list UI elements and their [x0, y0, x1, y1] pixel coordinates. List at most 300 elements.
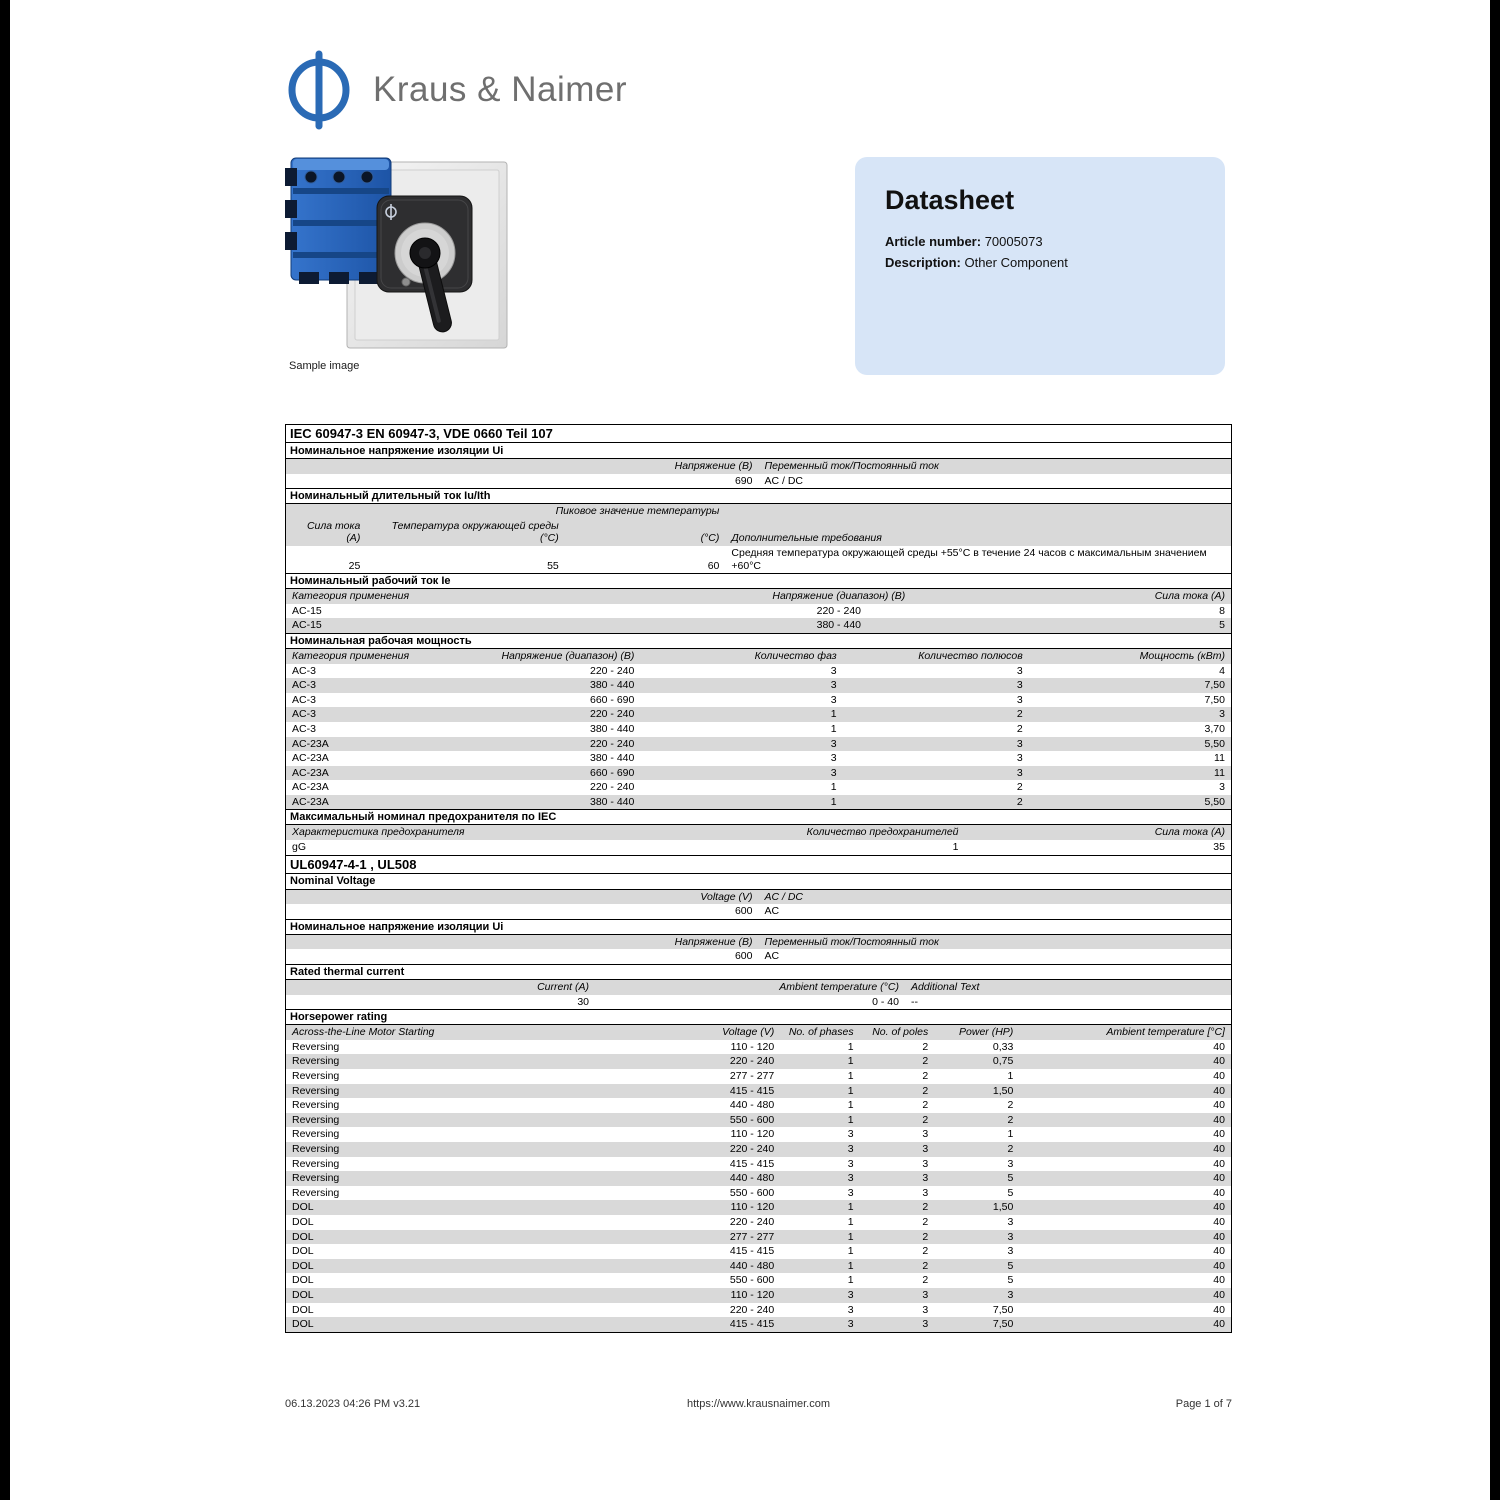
table-cell: 2 — [922, 1230, 929, 1243]
table-cell: 3 — [1016, 752, 1023, 765]
table-cell: Количество фаз — [754, 649, 837, 662]
table-cell: 380 - 440 — [589, 752, 635, 765]
table-row-data — [286, 1113, 1231, 1128]
article-number-row — [885, 232, 1195, 253]
table-cell: 3 — [830, 664, 837, 677]
table-row-header — [286, 1025, 1231, 1040]
table-cell: 220 - 240 — [729, 1142, 775, 1155]
table-cell: 220 - 240 — [589, 708, 635, 721]
table-cell: Reversing — [292, 1142, 340, 1155]
table-cell: Дополнительные требования — [731, 532, 882, 545]
table-cell: Сила тока (А) — [1154, 826, 1225, 839]
datasheet-card — [855, 157, 1225, 375]
brand-header — [283, 50, 627, 130]
table-cell: 110 - 120 — [730, 1040, 775, 1053]
table-cell: Температура окружающей среды (°C) — [391, 519, 559, 545]
table-cell: 3 — [922, 1157, 929, 1170]
table-cell: AC-3 — [292, 679, 316, 692]
table-row-section: Номинальный рабочий ток Ie — [286, 573, 1231, 589]
table-cell: 1 — [847, 1259, 854, 1272]
table-cell: AC-15 — [292, 604, 322, 617]
table-cell: DOL — [292, 1201, 314, 1214]
table-cell: 5 — [1007, 1186, 1014, 1199]
table-cell: 1 — [830, 781, 837, 794]
table-cell: 2 — [1007, 1113, 1014, 1126]
table-cell: DOL — [292, 1318, 314, 1331]
table-row-data — [286, 795, 1231, 810]
table-row-data — [286, 1215, 1231, 1230]
table-cell: Current (A) — [537, 981, 589, 994]
table-cell: 3 — [922, 1288, 929, 1301]
table-cell: 1 — [830, 795, 837, 808]
table-row-title: IEC 60947-3 EN 60947-3, VDE 0660 Teil 107 — [286, 425, 1231, 443]
table-cell: 40 — [1213, 1201, 1225, 1214]
table-row-data — [286, 1084, 1231, 1099]
table-row-header — [286, 504, 1231, 519]
table-cell: 3 — [922, 1142, 929, 1155]
table-cell: 7,50 — [1204, 679, 1225, 692]
footer-page-number: Page 1 of 7 — [1175, 1398, 1233, 1410]
table-cell: 220 - 240 — [729, 1055, 775, 1068]
table-cell: 220 - 240 — [589, 664, 635, 677]
table-row-data — [286, 737, 1231, 752]
table-cell: 3 — [922, 1128, 929, 1141]
table-row-data — [286, 1317, 1231, 1332]
table-row-section: Номинальный длительный ток Iu/Ith — [286, 488, 1231, 504]
table-cell: 3 — [1016, 737, 1023, 750]
table-row-section: Номинальное напряжение изоляции Ui — [286, 443, 1231, 459]
table-row-header — [286, 459, 1231, 474]
table-cell: DOL — [292, 1274, 314, 1287]
table-cell: DOL — [292, 1303, 314, 1316]
table-row-data — [286, 604, 1231, 619]
table-cell: 40 — [1213, 1186, 1225, 1199]
table-cell: 3 — [1016, 679, 1023, 692]
table-cell: Reversing — [292, 1055, 340, 1068]
table-cell: DOL — [292, 1215, 314, 1228]
table-row-data — [286, 1098, 1231, 1113]
table-cell: 40 — [1213, 1245, 1225, 1258]
table-cell: 1 — [830, 708, 837, 721]
table-cell: Ambient temperature [°C] — [1106, 1026, 1225, 1039]
table-cell: 30 — [577, 995, 589, 1008]
table-cell: 3 — [830, 693, 837, 706]
table-cell: 2 — [1016, 722, 1023, 735]
table-row-header — [286, 519, 1231, 546]
table-cell: Reversing — [292, 1113, 340, 1126]
table-cell: 415 - 415 — [729, 1245, 775, 1258]
table-row-section: Номинальная рабочая мощность — [286, 633, 1231, 649]
table-cell: 2 — [1007, 1099, 1014, 1112]
table-row-data — [286, 840, 1231, 855]
table-row-data — [286, 546, 1231, 573]
table-cell: Additional Text — [910, 981, 980, 994]
table-cell: 3 — [1007, 1288, 1014, 1301]
table-cell: 25 — [348, 559, 361, 572]
table-cell: 1 — [847, 1084, 854, 1097]
table-cell: 40 — [1213, 1113, 1225, 1126]
table-cell: 2 — [922, 1055, 929, 1068]
table-cell: 3 — [847, 1157, 854, 1170]
table-cell: AC — [764, 905, 780, 918]
table-cell: Reversing — [292, 1070, 340, 1082]
table-cell: 220 - 240 — [729, 1215, 775, 1228]
table-cell: 1 — [847, 1201, 854, 1214]
table-cell: 3 — [1007, 1230, 1014, 1243]
table-row-data — [286, 780, 1231, 795]
table-cell: 0,75 — [992, 1055, 1014, 1068]
table-cell: 1 — [847, 1040, 854, 1053]
table-cell: Категория применения — [292, 649, 410, 662]
table-cell: 11 — [1214, 752, 1225, 765]
table-cell: 2 — [922, 1099, 929, 1112]
table-row-data — [286, 1303, 1231, 1318]
table-cell: 7,50 — [992, 1318, 1014, 1331]
table-cell: 5 — [1007, 1172, 1014, 1185]
table-cell: 110 - 120 — [730, 1201, 775, 1214]
table-row-data — [286, 751, 1231, 766]
table-cell: 2 — [922, 1113, 929, 1126]
table-cell: 1 — [830, 722, 837, 735]
table-cell: 1,50 — [992, 1084, 1014, 1097]
table-cell: DOL — [292, 1288, 314, 1301]
table-cell: 440 - 480 — [729, 1099, 775, 1112]
table-cell: Напряжение (В) — [674, 935, 753, 948]
table-cell: Мощность (кВт) — [1139, 649, 1225, 662]
table-cell: 40 — [1213, 1142, 1225, 1155]
table-cell: Across-the-Line Motor Starting — [292, 1026, 435, 1039]
table-cell: AC-3 — [292, 664, 316, 677]
table-cell: 1 — [1007, 1070, 1014, 1082]
table-row-data — [286, 722, 1231, 737]
table-cell: 3 — [1016, 664, 1023, 677]
phi-logo-icon — [283, 50, 355, 130]
table-cell: Переменный ток/Постоянный ток — [764, 935, 939, 948]
table-cell: Количество полюсов — [918, 649, 1023, 662]
table-cell: 440 - 480 — [729, 1259, 775, 1272]
table-cell: 1 — [847, 1070, 854, 1082]
table-cell: 1 — [847, 1113, 854, 1126]
table-row-data — [286, 1040, 1231, 1055]
table-cell: 415 - 415 — [729, 1318, 775, 1331]
table-cell: 1 — [1007, 1128, 1014, 1141]
table-cell: 2 — [1016, 708, 1023, 721]
table-cell: 11 — [1214, 766, 1225, 779]
table-row-section: Номинальное напряжение изоляции Ui — [286, 919, 1231, 935]
table-cell: AC-3 — [292, 708, 316, 721]
table-row-data — [286, 766, 1231, 781]
table-cell: 40 — [1213, 1157, 1225, 1170]
table-cell: 2 — [922, 1040, 929, 1053]
table-cell: 40 — [1213, 1230, 1225, 1243]
table-cell: 2 — [922, 1084, 929, 1097]
table-cell: 5,50 — [1204, 795, 1225, 808]
table-cell: 1 — [847, 1230, 854, 1243]
table-cell: 3 — [847, 1288, 854, 1301]
table-cell: (°C) — [700, 532, 720, 545]
table-cell: 1,50 — [992, 1201, 1014, 1214]
table-cell: 220 - 240 — [589, 781, 635, 794]
table-cell: 415 - 415 — [729, 1084, 775, 1097]
table-cell: 1 — [847, 1215, 854, 1228]
table-cell: 380 - 440 — [589, 722, 635, 735]
table-cell: AC-23A — [292, 766, 329, 779]
table-cell: AC-23A — [292, 737, 329, 750]
table-cell: 40 — [1213, 1128, 1225, 1141]
table-row-header — [286, 890, 1231, 905]
table-cell: 3 — [830, 766, 837, 779]
page-footer — [285, 1398, 1232, 1410]
table-row-section: Максимальный номинал предохранителя по IEC — [286, 809, 1231, 825]
footer-url: https://www.krausnaimer.com — [686, 1398, 831, 1410]
table-row-header — [286, 589, 1231, 604]
table-cell: 40 — [1213, 1070, 1225, 1082]
table-cell: 2 — [922, 1070, 929, 1082]
table-cell: DOL — [292, 1245, 314, 1258]
table-row-header — [286, 825, 1231, 840]
table-cell: 3 — [847, 1142, 854, 1155]
table-cell: 2 — [1016, 795, 1023, 808]
table-cell: 110 - 120 — [730, 1288, 775, 1301]
table-cell: Reversing — [292, 1186, 340, 1199]
table-cell: 0,33 — [992, 1040, 1014, 1053]
table-cell: 4 — [1219, 664, 1225, 677]
table-cell: 3 — [1016, 693, 1023, 706]
table-row-data — [286, 678, 1231, 693]
table-cell: AC / DC — [764, 890, 804, 903]
table-row-data — [286, 707, 1231, 722]
table-row-section: Rated thermal current — [286, 964, 1231, 980]
table-cell: 3 — [922, 1318, 929, 1331]
table-cell: 40 — [1213, 1303, 1225, 1316]
product-image — [285, 152, 510, 357]
table-cell: Reversing — [292, 1128, 340, 1141]
table-cell: 3 — [830, 752, 837, 765]
switch-body — [285, 158, 391, 284]
table-cell: Reversing — [292, 1084, 340, 1097]
table-row-data — [286, 1054, 1231, 1069]
table-cell: 550 - 600 — [729, 1113, 775, 1126]
table-cell: 3 — [922, 1186, 929, 1199]
table-cell: gG — [292, 841, 307, 854]
table-cell: 1 — [847, 1245, 854, 1258]
spec-table — [285, 424, 1232, 1333]
table-cell: 40 — [1213, 1288, 1225, 1301]
page-left-border — [0, 0, 10, 1500]
table-row-data — [286, 1186, 1231, 1201]
table-row-data — [286, 1171, 1231, 1186]
table-cell: AC-23A — [292, 752, 329, 765]
table-row-data — [286, 1288, 1231, 1303]
footer-timestamp: 06.13.2023 04:26 PM v3.21 — [285, 1398, 421, 1410]
table-row-data — [286, 1142, 1231, 1157]
table-cell: Характеристика предохранителя — [292, 826, 465, 839]
table-cell: 3 — [922, 1172, 929, 1185]
table-cell: 3 — [847, 1172, 854, 1185]
table-cell: Напряжение (диапазон) (В) — [772, 590, 906, 603]
table-cell: 690 — [734, 474, 753, 487]
table-row-section: Nominal Voltage — [286, 874, 1231, 890]
table-cell: 40 — [1213, 1055, 1225, 1068]
table-row-data — [286, 1273, 1231, 1288]
table-cell: 3 — [1219, 708, 1225, 721]
table-row-data — [286, 1230, 1231, 1245]
table-cell: 440 - 480 — [729, 1172, 775, 1185]
table-cell: 2 — [1007, 1142, 1014, 1155]
table-cell: 35 — [1213, 841, 1225, 854]
table-cell: 2 — [922, 1245, 929, 1258]
table-cell: 3 — [1016, 766, 1023, 779]
table-cell: Voltage (V) — [700, 890, 753, 903]
table-cell: 40 — [1213, 1318, 1225, 1331]
table-cell: Power (HP) — [959, 1026, 1014, 1039]
table-cell: 220 - 240 — [729, 1303, 775, 1316]
table-row-data — [286, 618, 1231, 633]
table-cell: 3 — [847, 1303, 854, 1316]
table-cell: No. of phases — [788, 1026, 854, 1039]
table-cell: 220 - 240 — [816, 604, 861, 617]
table-cell: 220 - 240 — [589, 737, 635, 750]
table-cell: Переменный ток/Постоянный ток — [764, 460, 939, 472]
table-cell: Reversing — [292, 1099, 340, 1112]
table-cell: 660 - 690 — [589, 693, 635, 706]
table-row-data — [286, 664, 1231, 679]
table-cell: 40 — [1213, 1040, 1225, 1053]
description-value: Other Component — [964, 254, 1068, 270]
table-cell: 40 — [1213, 1084, 1225, 1097]
table-cell: 1 — [847, 1274, 854, 1287]
table-cell: 2 — [922, 1274, 929, 1287]
table-row-header — [286, 935, 1231, 950]
table-cell: 3 — [922, 1303, 929, 1316]
table-cell: 0 - 40 — [872, 995, 899, 1008]
table-cell: Средняя температура окружающей среды +55°C в течение 24 часов с максимальным значением +60°C — [731, 546, 1207, 572]
table-row-header — [286, 649, 1231, 664]
table-cell: 660 - 690 — [589, 766, 635, 779]
table-cell: Сила тока (А) — [1154, 590, 1225, 603]
table-cell: 7,50 — [1204, 693, 1225, 706]
table-cell: -- — [910, 995, 918, 1008]
table-cell: 110 - 120 — [730, 1128, 775, 1141]
table-cell: AC / DC — [764, 474, 804, 487]
page-right-border — [1490, 0, 1500, 1500]
table-cell: Voltage (V) — [722, 1026, 775, 1039]
table-row-section: Horsepower rating — [286, 1009, 1231, 1025]
table-cell: 3 — [847, 1186, 854, 1199]
table-cell: Категория применения — [292, 590, 410, 603]
table-cell: 2 — [922, 1259, 929, 1272]
table-cell: 600 — [734, 950, 753, 963]
article-number-value: 70005073 — [984, 234, 1043, 249]
card-title: Datasheet — [885, 185, 1015, 215]
table-cell: 2 — [1016, 781, 1023, 794]
table-cell: 415 - 415 — [729, 1157, 775, 1170]
table-cell: 3 — [1007, 1215, 1014, 1228]
table-cell: 380 - 440 — [816, 619, 861, 632]
table-cell: 5 — [1219, 619, 1225, 632]
table-cell: 40 — [1213, 1099, 1225, 1112]
table-cell: Количество предохранителей — [806, 826, 959, 839]
table-row-data — [286, 1069, 1231, 1084]
table-cell: 3 — [1219, 781, 1225, 794]
table-row-data — [286, 995, 1231, 1010]
table-cell: 380 - 440 — [589, 795, 635, 808]
table-cell: 600 — [734, 905, 753, 918]
table-cell: 3,70 — [1204, 722, 1225, 735]
table-row-data — [286, 1157, 1231, 1172]
table-cell: 3 — [847, 1128, 854, 1141]
table-cell: 2 — [922, 1215, 929, 1228]
table-row-data — [286, 1127, 1231, 1142]
table-cell: 277 - 277 — [729, 1070, 775, 1082]
table-cell: Сила тока (А) — [306, 519, 361, 545]
table-cell: AC-23A — [292, 795, 329, 808]
table-cell: No. of poles — [872, 1026, 929, 1039]
brand-name: Kraus & Naimer — [373, 70, 628, 109]
article-number-label: Article number: — [885, 234, 982, 249]
table-row-data — [286, 474, 1231, 489]
table-cell: 1 — [952, 841, 959, 854]
table-cell: 3 — [1007, 1157, 1014, 1170]
table-cell: 55 — [547, 559, 559, 572]
table-cell: 3 — [847, 1318, 854, 1331]
table-row-data — [286, 693, 1231, 708]
table-row-data — [286, 904, 1231, 919]
description-label: Description: — [885, 254, 961, 270]
table-cell: 5 — [1007, 1259, 1014, 1272]
table-cell: 1 — [847, 1055, 854, 1068]
table-cell: Reversing — [292, 1157, 340, 1170]
table-cell: AC — [764, 950, 780, 963]
table-row-data — [286, 949, 1231, 964]
table-row-data — [286, 1200, 1231, 1215]
table-cell: 40 — [1213, 1215, 1225, 1228]
table-cell: Пиковое значение температуры — [555, 505, 720, 518]
table-cell: 2 — [922, 1201, 929, 1214]
table-cell: 8 — [1219, 604, 1225, 617]
table-cell: DOL — [292, 1259, 314, 1272]
table-row-data — [286, 1259, 1231, 1274]
table-cell: 3 — [830, 679, 837, 692]
table-cell: AC-23A — [292, 781, 329, 794]
table-row-header — [286, 980, 1231, 995]
table-cell: 380 - 440 — [589, 679, 635, 692]
table-cell: Ambient temperature (°C) — [779, 981, 899, 994]
sample-image-caption: Sample image — [289, 360, 360, 372]
table-cell: Reversing — [292, 1040, 340, 1053]
table-cell: AC-15 — [292, 619, 322, 632]
table-cell: 60 — [707, 559, 720, 572]
table-cell: 5,50 — [1204, 737, 1225, 750]
table-cell: AC-3 — [292, 693, 316, 706]
table-cell: 277 - 277 — [729, 1230, 775, 1243]
table-cell: 5 — [1007, 1274, 1014, 1287]
description-row — [885, 253, 1195, 274]
table-cell: Reversing — [292, 1172, 340, 1185]
table-row-title: UL60947-4-1 , UL508 — [286, 855, 1231, 874]
table-cell: AC-3 — [292, 722, 316, 735]
table-cell: 3 — [1007, 1245, 1014, 1258]
table-cell: Напряжение (диапазон) (В) — [501, 649, 635, 662]
table-cell: Напряжение (В) — [674, 460, 753, 472]
table-row-data — [286, 1244, 1231, 1259]
table-cell: 40 — [1213, 1172, 1225, 1185]
table-cell: 7,50 — [992, 1303, 1014, 1316]
table-cell: 1 — [847, 1099, 854, 1112]
table-cell: 40 — [1213, 1274, 1225, 1287]
table-cell: DOL — [292, 1230, 314, 1243]
table-cell: 550 - 600 — [729, 1274, 775, 1287]
